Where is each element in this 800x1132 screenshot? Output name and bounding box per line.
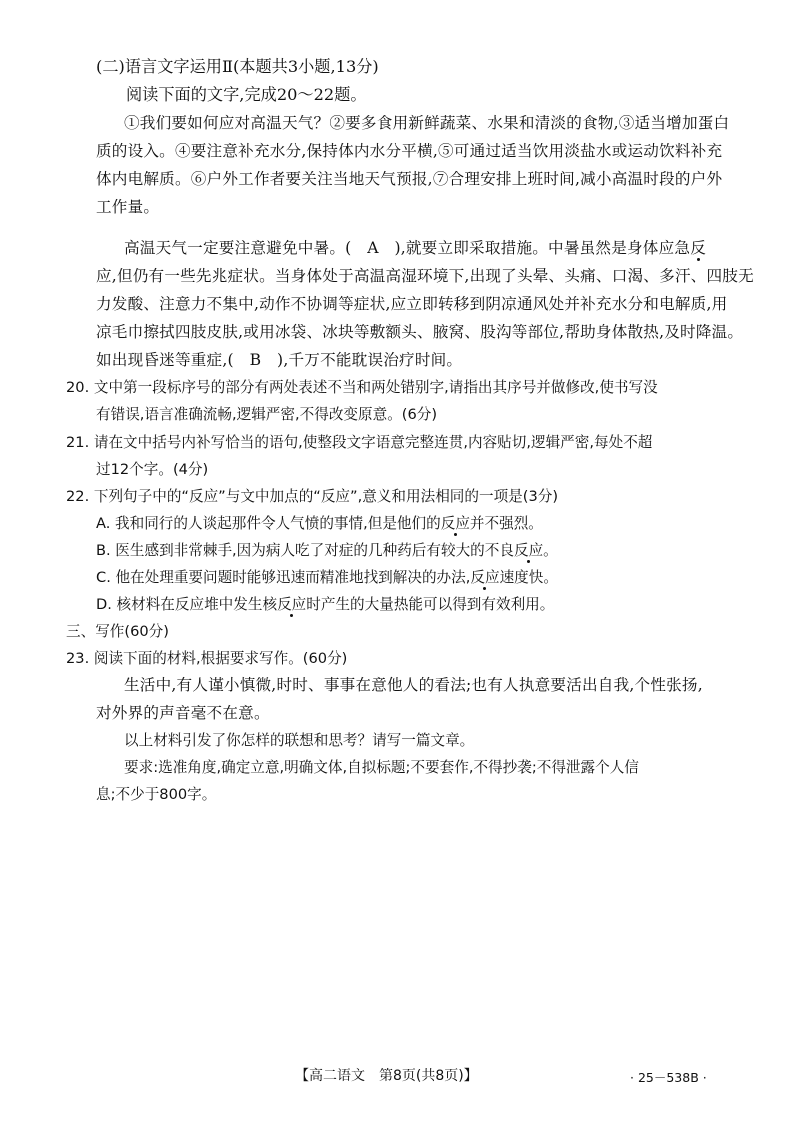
dotted-word: 反应 — [513, 542, 544, 559]
option-text: B. 医生感到非常棘手,因为病人吃了对症的几种药后有较大的不良 — [96, 542, 514, 559]
option-text: D. 核材料在反应堆中发生核 — [96, 596, 278, 613]
option-text: 。 — [543, 542, 558, 559]
option-text: 并不强烈。 — [469, 515, 543, 532]
instruction: 阅读下面的文字,完成20～22题。 — [126, 85, 367, 104]
passage-line: 质的设入。④要注意补充水分,保持体内水分平横,⑤可通过适当饮用淡盐水或运动饮料补充 — [96, 142, 723, 160]
requirements-line: 要求:选准角度,确定立意,明确文体,自拟标题;不要套作,不得抄袭;不得泄露个人信 — [124, 759, 639, 776]
paper-code: · 25－538B · — [630, 1070, 707, 1085]
question-21: 21. 请在文中括号内补写恰当的语句,使整段文字语意完整连贯,内容贴切,逻辑严密,每处不超 — [66, 434, 653, 451]
section-heading: (二)语言文字运用Ⅱ(本题共3小题,13分) — [96, 57, 379, 76]
question-23: 23. 阅读下面的材料,根据要求写作。(60分) — [66, 650, 348, 667]
dotted-word: 反应 — [277, 596, 307, 613]
material-line: 对外界的声音毫不在意。 — [96, 704, 270, 722]
passage-line: 如出现昏迷等重症,( B ),千万不能耽误治疗时间。 — [96, 351, 463, 369]
option-d — [96, 594, 554, 616]
passage-line: 凉毛巾擦拭四肢皮肤,或用冰袋、冰块等敷额头、腋窝、股沟等部位,帮助身体散热,及时降温。 — [96, 323, 744, 341]
passage-line: 力发酸、注意力不集中,动作不协调等症状,应立即转移到阴凉通风处并补充水分和电解质,用 — [96, 295, 728, 313]
writing-prompt: 以上材料引发了你怎样的联想和思考？请写一篇文章。 — [124, 732, 475, 749]
passage-line: ①我们要如何应对高温天气？②要多食用新鲜蔬菜、水果和清淡的食物,③适当增加蛋白 — [124, 114, 730, 132]
dotted-word: 反 — [690, 239, 706, 257]
passage-line: 工作量。 — [96, 198, 160, 216]
passage-line: 应,但仍有一些先兆症状。当身体处于高温高湿环境下,出现了头晕、头痛、口渴、多汗、四肢无 — [96, 267, 754, 285]
material-line: 生活中,有人谨小慎微,时时、事事在意他人的看法;也有人执意要活出自我,个性张扬, — [124, 676, 703, 694]
dotted-word: 反应 — [440, 515, 470, 532]
option-text: 速度快。 — [499, 569, 558, 586]
question-21-cont: 过12个字。(4分) — [96, 461, 209, 478]
passage-line — [124, 237, 706, 259]
dotted-word: 反应 — [470, 569, 500, 586]
option-c — [96, 567, 558, 589]
question-20-cont: 有错误,语言准确流畅,逻辑严密,不得改变原意。(6分) — [96, 406, 438, 423]
page-footer — [0, 1066, 800, 1086]
passage-text: 高温天气一定要注意避免中暑。( A ),就要立即采取措施。中暑虽然是身体应急 — [124, 239, 691, 257]
option-text: 时产生的大量热能可以得到有效利用。 — [306, 596, 555, 613]
option-text: C. 他在处理重要问题时能够迅速而精准地找到解决的办法, — [96, 569, 471, 586]
passage-line: 体内电解质。⑥户外工作者要关注当地天气预报,⑦合理安排上班时间,减小高温时段的户外 — [96, 170, 723, 188]
question-22: 22. 下列句子中的“反应”与文中加点的“反应”,意义和用法相同的一项是(3分) — [66, 488, 559, 505]
option-text: A. 我和同行的人谈起那件令人气愤的事情,但是他们的 — [96, 515, 441, 532]
requirements-line: 息;不少于800字。 — [96, 786, 217, 803]
option-b — [96, 540, 558, 562]
page-number: 【高二语文 第8页(共8页)】 — [295, 1068, 478, 1084]
option-a — [96, 513, 543, 535]
section-heading: 三、写作(60分) — [66, 623, 169, 640]
question-20: 20. 文中第一段标序号的部分有两处表述不当和两处错别字,请指出其序号并做修改,使书写没 — [66, 379, 658, 396]
